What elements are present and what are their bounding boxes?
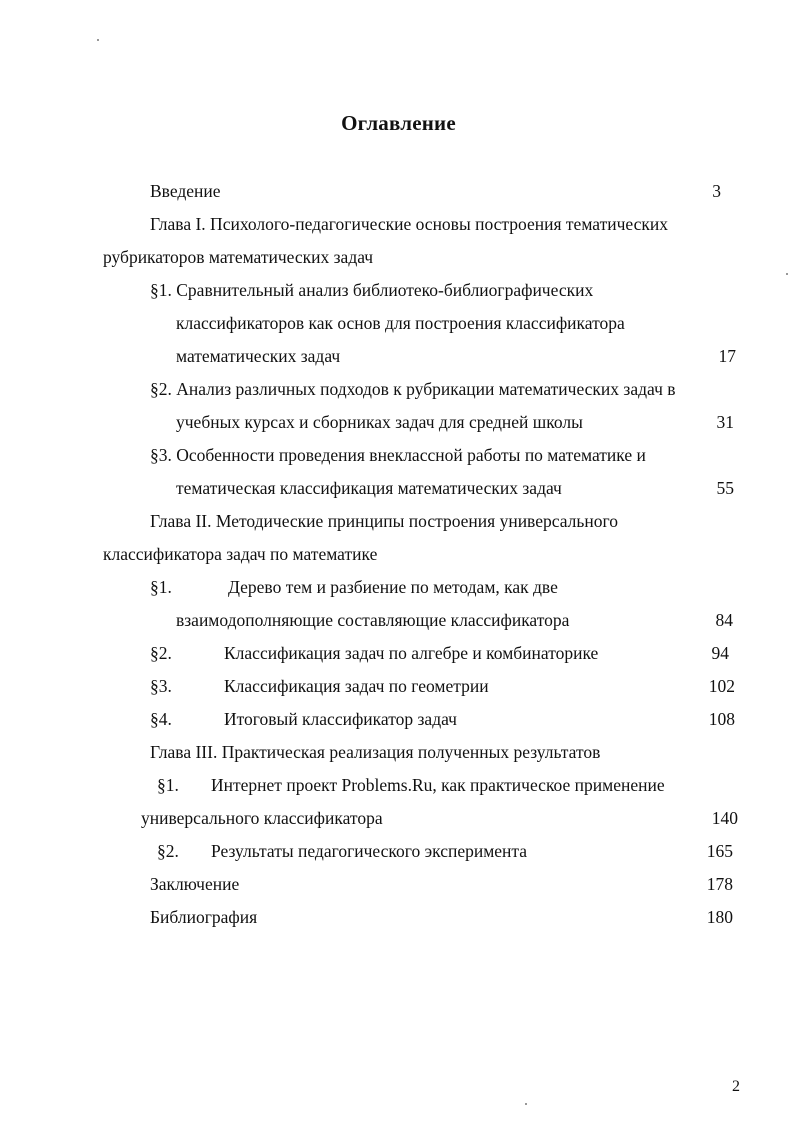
toc-section-2-1-line1: Дерево тем и разбиение по методам, как две [228, 577, 558, 597]
toc-page-number: 31 [716, 412, 734, 432]
toc-section-2-3: Классификация задач по геометрии [224, 676, 489, 696]
toc-page-number: 108 [708, 709, 735, 729]
toc-page-number: 178 [706, 874, 733, 894]
toc-chapter-1-line1: Глава I. Психолого-педагогические основы построения тематических [150, 214, 668, 234]
toc-section-1-2-line1: §2. Анализ различных подходов к рубрикации математических задач в [150, 379, 676, 399]
toc-section-1-1-line1: §1. Сравнительный анализ библиотеко-библиографических [150, 280, 594, 300]
toc-section-3-2: Результаты педагогического эксперимента [211, 841, 528, 861]
toc-entry-introduction: Введение [150, 181, 221, 201]
toc-page-number: 102 [708, 676, 735, 696]
scan-speck [525, 1103, 527, 1105]
toc-chapter-1-line2: рубрикаторов математических задач [103, 247, 374, 267]
toc-page-number: 140 [711, 808, 738, 828]
toc-chapter-2-line2: классификатора задач по математике [103, 544, 378, 564]
toc-section-1-1-line3: математических задач [176, 346, 341, 366]
page-number: 2 [732, 1078, 740, 1095]
toc-entry-bibliography: Библиография [150, 907, 258, 927]
toc-page-number: 17 [718, 346, 736, 366]
toc-section-2-4: Итоговый классификатор задач [224, 709, 457, 729]
toc-chapter-2-line1: Глава II. Методические принципы построения универсального [150, 511, 618, 531]
toc-page-number: 94 [711, 643, 729, 663]
toc-section-1-3-line1: §3. Особенности проведения внеклассной работы по математике и [150, 445, 646, 465]
toc-page-number: 84 [715, 610, 733, 630]
toc-entry-conclusion: Заключение [150, 874, 240, 894]
toc-section-number: §3. [150, 676, 172, 696]
toc-section-2-2: Классификация задач по алгебре и комбинаторике [224, 643, 599, 663]
toc-section-2-1-line2: взаимодополняющие составляющие классификатора [176, 610, 570, 630]
toc-section-number: §2. [157, 841, 179, 861]
toc-section-1-1-line2: классификаторов как основ для построения классификатора [176, 313, 625, 333]
toc-section-3-1-line1: Интернет проект Problems.Ru, как практическое применение [211, 775, 665, 795]
toc-page-number: 180 [706, 907, 733, 927]
toc-section-number: §1. [157, 775, 179, 795]
scan-speck [97, 39, 99, 41]
toc-page-number: 55 [716, 478, 734, 498]
toc-section-number: §2. [150, 643, 172, 663]
toc-section-number: §4. [150, 709, 172, 729]
toc-section-1-2-line2: учебных курсах и сборниках задач для средней школы [176, 412, 583, 432]
toc-chapter-3: Глава III. Практическая реализация полученных результатов [150, 742, 601, 762]
scan-speck [786, 273, 788, 275]
toc-section-3-1-line2: универсального классификатора [141, 808, 383, 828]
toc-section-number: §1. [150, 577, 172, 597]
toc-section-1-3-line2: тематическая классификация математических задач [176, 478, 562, 498]
toc-page-number: 3 [712, 181, 721, 201]
toc-page-number: 165 [706, 841, 733, 861]
page-title: Оглавление [341, 111, 456, 135]
